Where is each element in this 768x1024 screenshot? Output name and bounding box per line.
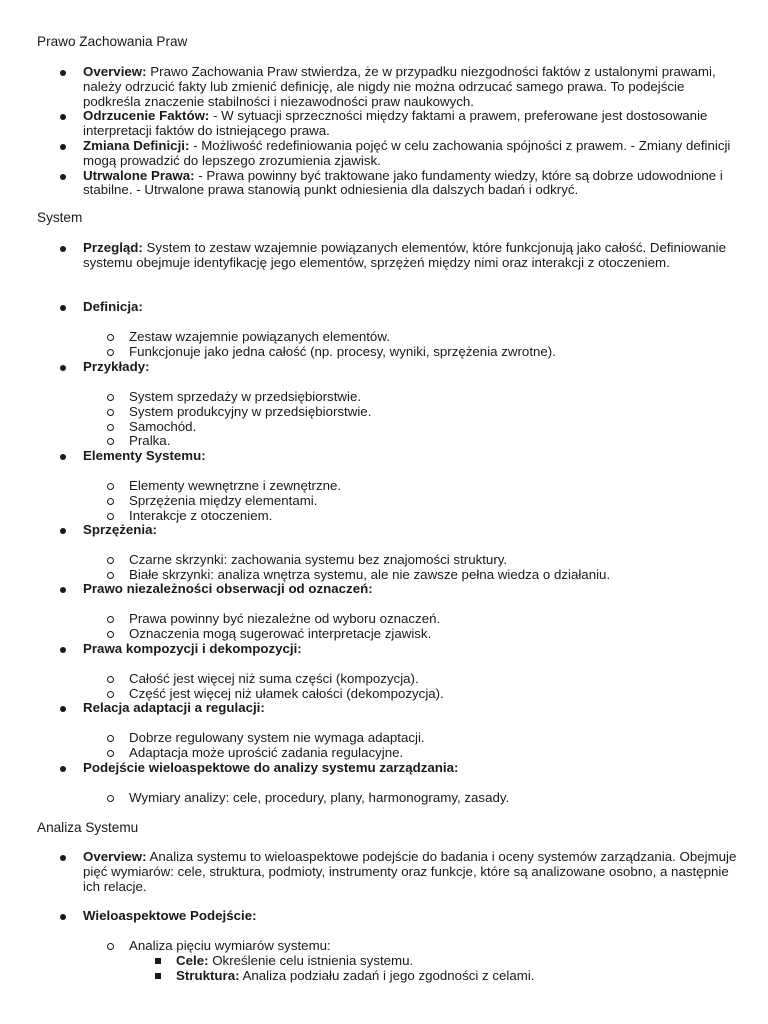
sub-list <box>129 612 729 642</box>
item-text: - Możliwość redefiniowania pojęć w celu zachowania spójności z prawem. - Zmiany definicji mogą prowadzić do lepszego zrozumienia zjawisk. <box>83 137 731 168</box>
bullet-list <box>83 909 738 924</box>
item-label: Utrwalone Prawa: <box>83 167 195 183</box>
list-item <box>83 701 738 716</box>
item-label: Definicja: <box>83 299 143 314</box>
list-item <box>83 909 738 924</box>
list-item <box>83 523 738 538</box>
bullet-list <box>83 65 738 198</box>
item-text: System to zestaw wzajemnie powiązanych elementów, które funkcjonują jako całość. Definiowanie systemu obejmuje identyfikację jego elementów, sprzężeń między nimi oraz interakcji z otoczeniem. <box>83 240 726 270</box>
item-label: Overview: <box>83 64 147 79</box>
item-label: Overview: <box>83 849 147 864</box>
sub-list <box>129 731 729 761</box>
list-item <box>83 300 738 315</box>
sub-item: Białe skrzynki: analiza wnętrza systemu, ale nie zawsze pełna wiedza o działaniu. <box>129 568 729 583</box>
sub-item: System produkcyjny w przedsiębiorstwie. <box>129 405 729 420</box>
item-label: Odrzucenie Faktów: <box>83 108 210 124</box>
bullet-list <box>83 642 738 657</box>
item-label: Przykłady: <box>83 359 150 374</box>
item-label: Sprzężenia: <box>83 522 157 537</box>
bullet-list <box>83 701 738 716</box>
list-item <box>83 449 738 464</box>
list-item <box>83 642 738 657</box>
bullet-list <box>83 850 738 894</box>
nested-list <box>176 954 736 984</box>
sub-list <box>129 330 729 360</box>
sub-list <box>129 479 729 523</box>
item-label: Wieloaspektowe Podejście: <box>83 908 257 923</box>
list-item <box>83 241 738 271</box>
section-title-prawo-zachowania-praw: Prawo Zachowania Praw <box>37 34 188 49</box>
item-label: Elementy Systemu: <box>83 448 206 463</box>
list-item <box>83 360 738 375</box>
item-label: Prawa kompozycji i dekompozycji: <box>83 641 302 656</box>
sub-list <box>129 553 729 583</box>
sub-list <box>129 672 729 702</box>
bullet-list <box>83 582 738 597</box>
sub-item: Interakcje z otoczeniem. <box>129 509 729 524</box>
sub-list <box>129 939 729 954</box>
list-item <box>83 65 738 109</box>
item-label: Podejście wieloaspektowe do analizy systemu zarządzania: <box>83 760 459 775</box>
sub-item: Samochód. <box>129 420 729 435</box>
item-label: Relacja adaptacji a regulacji: <box>83 700 265 715</box>
item-label: Cele: <box>176 953 209 968</box>
item-label: Zmiana Definicji: <box>83 137 190 153</box>
bullet-list <box>83 300 738 315</box>
bullet-list <box>83 241 738 271</box>
sub-item: Funkcjonuje jako jedna całość (np. procesy, wyniki, sprzężenia zwrotne). <box>129 345 729 360</box>
nested-item <box>176 969 736 984</box>
sub-item: Sprzężenia między elementami. <box>129 494 729 509</box>
list-item <box>83 139 738 169</box>
item-label: Struktura: <box>176 967 240 983</box>
section-title-analiza-systemu: Analiza Systemu <box>37 820 139 835</box>
sub-item: Oznaczenia mogą sugerować interpretacje zjawisk. <box>129 627 729 642</box>
sub-item: Prawa powinny być niezależne od wyboru oznaczeń. <box>129 612 729 627</box>
bullet-list <box>83 449 738 464</box>
sub-item: Analiza pięciu wymiarów systemu: <box>129 939 729 954</box>
sub-item: Część jest więcej niż ułamek całości (dekompozycja). <box>129 687 729 702</box>
sub-item: Czarne skrzynki: zachowania systemu bez znajomości struktury. <box>129 553 729 568</box>
sub-list <box>129 791 729 806</box>
list-item <box>83 761 738 776</box>
item-text: Określenie celu istnienia systemu. <box>208 953 414 968</box>
list-item <box>83 169 738 199</box>
bullet-list <box>83 761 738 776</box>
item-text: Analiza systemu to wieloaspektowe podejście do badania i oceny systemów zarządzania. Obejmuje pięć wymiarów: cele, struktura, podmioty, instrumenty oraz funkcje, które są analizowane osobno, a następnie ich relacje. <box>83 849 737 894</box>
section-title-system: System <box>37 210 83 225</box>
sub-item: Wymiary analizy: cele, procedury, plany, harmonogramy, zasady. <box>129 791 729 806</box>
item-text: Prawo Zachowania Praw stwierdza, że w przypadku niezgodności faktów z ustalonymi prawami, należy odrzucić fakty lub zmienić definicję, ale nigdy nie można odrzucać samego prawa. To podejście podkreśla znaczenie stabilności i niezawodności praw naukowych. <box>83 64 716 109</box>
list-item <box>83 582 738 597</box>
list-item <box>83 109 738 139</box>
sub-item: System sprzedaży w przedsiębiorstwie. <box>129 390 729 405</box>
nested-item <box>176 954 736 969</box>
sub-item: Adaptacja może uprościć zadania regulacyjne. <box>129 746 729 761</box>
item-text: - Prawa powinny być traktowane jako fundamenty wiedzy, które są dobrze udowodnione i stabilne. - Utrwalone prawa stanowią punkt odniesienia dla dalszych badań i odkryć. <box>83 167 723 198</box>
item-text: Analiza podziału zadań i jego zgodności z celami. <box>239 967 535 983</box>
item-label: Przegląd: <box>83 240 143 255</box>
sub-item: Zestaw wzajemnie powiązanych elementów. <box>129 330 729 345</box>
item-label: Prawo niezależności obserwacji od oznaczeń: <box>83 581 373 596</box>
item-text: - W sytuacji sprzeczności między faktami a prawem, preferowane jest dostosowanie interpretacji faktów do istniejącego prawa. <box>83 108 708 139</box>
sub-item: Elementy wewnętrzne i zewnętrzne. <box>129 479 729 494</box>
sub-item: Pralka. <box>129 434 729 449</box>
sub-list <box>129 390 729 449</box>
bullet-list <box>83 360 738 375</box>
bullet-list <box>83 523 738 538</box>
list-item <box>83 850 738 894</box>
sub-item: Całość jest więcej niż suma części (kompozycja). <box>129 672 729 687</box>
sub-item: Dobrze regulowany system nie wymaga adaptacji. <box>129 731 729 746</box>
